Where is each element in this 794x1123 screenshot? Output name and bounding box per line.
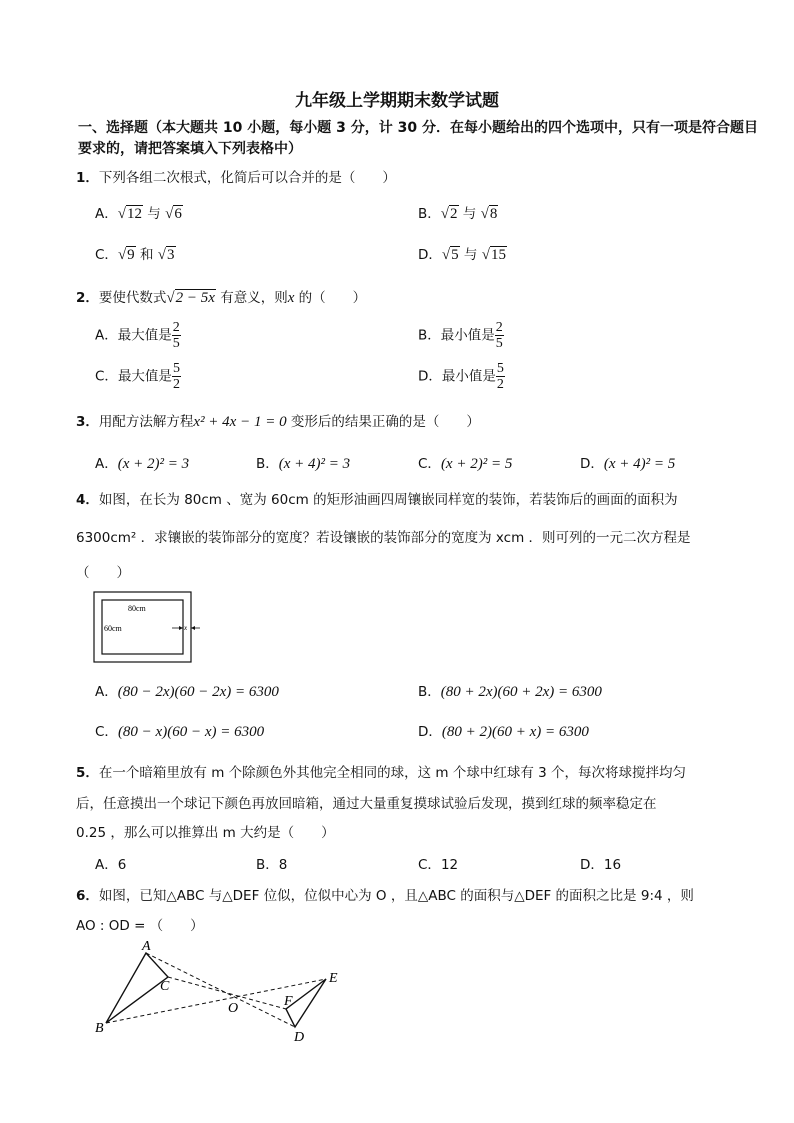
question-6-line1: 6．如图，已知△ABC 与△DEF 位似，位似中心为 O ，且△ABC 的面积与△DEF 的面积之比是 9:4 ，则: [76, 888, 694, 904]
line-cf: [168, 977, 286, 1009]
label-d: D: [294, 1030, 305, 1045]
q2-option-b[interactable]: B．最小值是 $\frac{2}{5}$: [418, 320, 503, 351]
q1-option-b[interactable]: B．√2 与 √8: [418, 206, 498, 222]
q3-option-b[interactable]: B．(x + 4)² = 3: [256, 456, 351, 472]
question-4-line1: 4．如图，在长为 80cm 、宽为 60cm 的矩形油画四周镶嵌同样宽的装饰，若装饰后的画面的面积为: [76, 492, 678, 508]
q2-option-a[interactable]: A．最大值是 $\frac{2}{5}$: [95, 320, 180, 351]
q3-option-d[interactable]: D．(x + 4)² = 5: [580, 456, 676, 472]
q5-option-a[interactable]: A．6: [95, 857, 127, 873]
q5-option-b[interactable]: B．8: [256, 857, 288, 873]
q1-option-c[interactable]: C．√9 和 √3: [95, 247, 175, 263]
question-6-line2: AO : OD = （ ）: [76, 918, 204, 934]
q2-option-c[interactable]: C．最大值是 $\frac{5}{2}$: [95, 361, 180, 392]
q6-figure: [90, 935, 350, 1045]
q4-figure: [90, 589, 200, 665]
label-o: O: [228, 1001, 239, 1016]
triangle-abc: [106, 953, 168, 1023]
q4-option-c[interactable]: C．(80 − x)(60 − x) = 6300: [95, 724, 265, 740]
question-4-line3: （ ）: [76, 565, 130, 581]
line-be: [106, 979, 326, 1023]
question-5-line1: 5．在一个暗箱里放有 m 个除颜色外其他完全相同的球，这 m 个球中红球有 3 个，每次将球搅拌均匀: [76, 765, 687, 781]
fig-label-x: x: [184, 624, 188, 632]
q5-option-d[interactable]: D．16: [580, 857, 622, 873]
question-5-line2: 后，任意摸出一个球记下颜色再放回暗箱，通过大量重复摸球试验后发现，摸到红球的频率稳定在: [76, 796, 657, 812]
question-4-line2: 6300cm² ．求镶嵌的装饰部分的宽度？若设镶嵌的装饰部分的宽度为 xcm ．则可列的一元二次方程是: [76, 530, 691, 546]
page-title: 九年级上学期期末数学试题: [295, 91, 499, 111]
q4-option-b[interactable]: B．(80 + 2x)(60 + 2x) = 6300: [418, 684, 602, 700]
fig-label-60cm: 60cm: [104, 624, 122, 633]
q4-option-d[interactable]: D．(80 + 2)(60 + x) = 6300: [418, 724, 589, 740]
question-3-stem: 3．用配方法解方程x² + 4x − 1 = 0 变形后的结果正确的是（ ）: [76, 414, 480, 430]
section-heading: 一、选择题（本大题共 10 小题，每小题 3 分，计 30 分．在每小题给出的四个选项中，只有一项是符合题目要求的，请把答案填入下列表格中）: [78, 120, 758, 157]
question-1-stem: 1．下列各组二次根式，化简后可以合并的是（ ）: [76, 170, 396, 186]
arrow-left-head: [179, 626, 183, 630]
q2-option-d[interactable]: D．最小值是 $\frac{5}{2}$: [418, 361, 504, 392]
arrow-right-head: [191, 626, 195, 630]
label-c: C: [160, 979, 170, 994]
question-2-stem: 2．要使代数式√2 − 5x 有意义，则x 的（ ）: [76, 290, 367, 306]
q3-option-c[interactable]: C．(x + 2)² = 5: [418, 456, 513, 472]
q4-option-a[interactable]: A．(80 − 2x)(60 − 2x) = 6300: [95, 684, 279, 700]
label-b: B: [95, 1021, 104, 1036]
label-e: E: [329, 971, 338, 986]
q1-option-a[interactable]: A．√12 与 √6: [95, 206, 182, 222]
label-a: A: [142, 939, 151, 954]
label-f: F: [284, 994, 293, 1009]
question-5-line3: 0.25 ，那么可以推算出 m 大约是（ ）: [76, 825, 335, 841]
q3-option-a[interactable]: A．(x + 2)² = 3: [95, 456, 190, 472]
q1-option-d[interactable]: D．√5 与 √15: [418, 247, 506, 263]
q5-option-c[interactable]: C．12: [418, 857, 459, 873]
fig-label-80cm: 80cm: [128, 604, 146, 613]
